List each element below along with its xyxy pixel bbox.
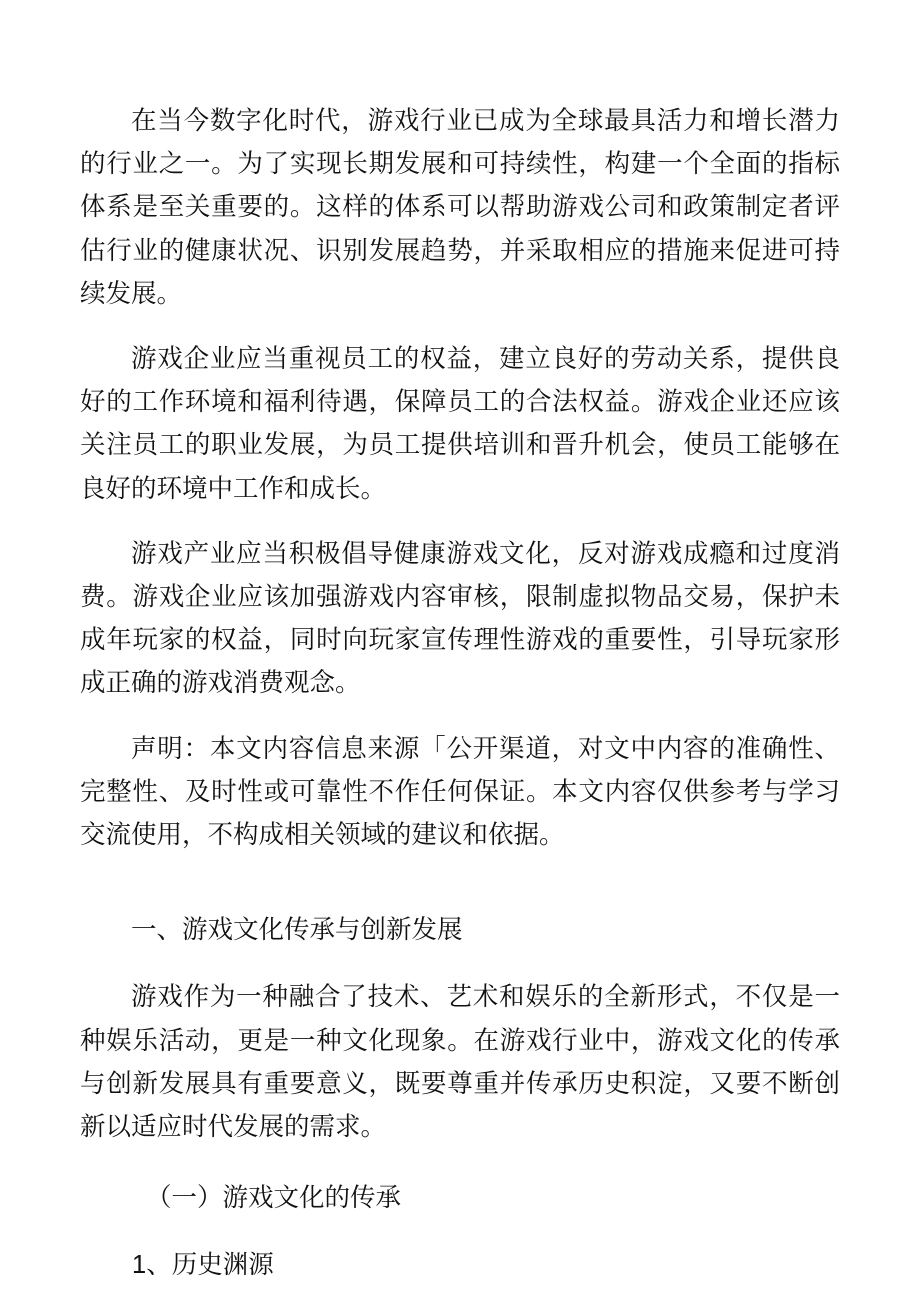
- healthy-gaming-paragraph: 游戏产业应当积极倡导健康游戏文化，反对游戏成瘾和过度消费。游戏企业应该加强游戏内容审核，限制虚拟物品交易，保护未成年玩家的权益，同时向玩家宣传理性游戏的重要性，引导玩家形成正确的游戏消费观念。: [80, 538, 840, 699]
- subsection-heading: （一）游戏文化的传承: [146, 1183, 402, 1214]
- item-title: 、历史渊源: [146, 1250, 274, 1281]
- item-heading: [80, 1244, 840, 1287]
- document-page: [80, 100, 840, 1288]
- employee-rights-paragraph: 游戏企业应当重视员工的权益，建立良好的劳动关系，提供良好的工作环境和福利待遇，保障员工的合法权益。游戏企业还应该关注员工的职业发展，为员工提供培训和晋升机会，使员工能够在良好的环境中工作和成长。: [80, 344, 840, 504]
- section-heading: 一、游戏文化传承与创新发展: [131, 915, 463, 946]
- section-paragraph: 游戏作为一种融合了技术、艺术和娱乐的全新形式，不仅是一种娱乐活动，更是一种文化现象。在游戏行业中，游戏文化的传承与创新发展具有重要意义，既要尊重并传承历史积淀，又要不断创新以适应时代发展的需求。: [80, 982, 840, 1143]
- item-number: 1: [132, 1251, 147, 1280]
- disclaimer-paragraph: 声明：本文内容信息来源「公开渠道，对文中内容的准确性、完整性、及时性或可靠性不作任何保证。本文内容仅供参考与学习交流使用，不构成相关领域的建议和依据。: [80, 733, 840, 851]
- intro-paragraph: 在当今数字化时代，游戏行业已成为全球最具活力和增长潜力的行业之一。为了实现长期发展和可持续性，构建一个全面的指标体系是至关重要的。这样的体系可以帮助游戏公司和政策制定者评估行业的健康状况、识别发展趋势，并采取相应的措施来促进可持续发展。: [80, 106, 840, 309]
